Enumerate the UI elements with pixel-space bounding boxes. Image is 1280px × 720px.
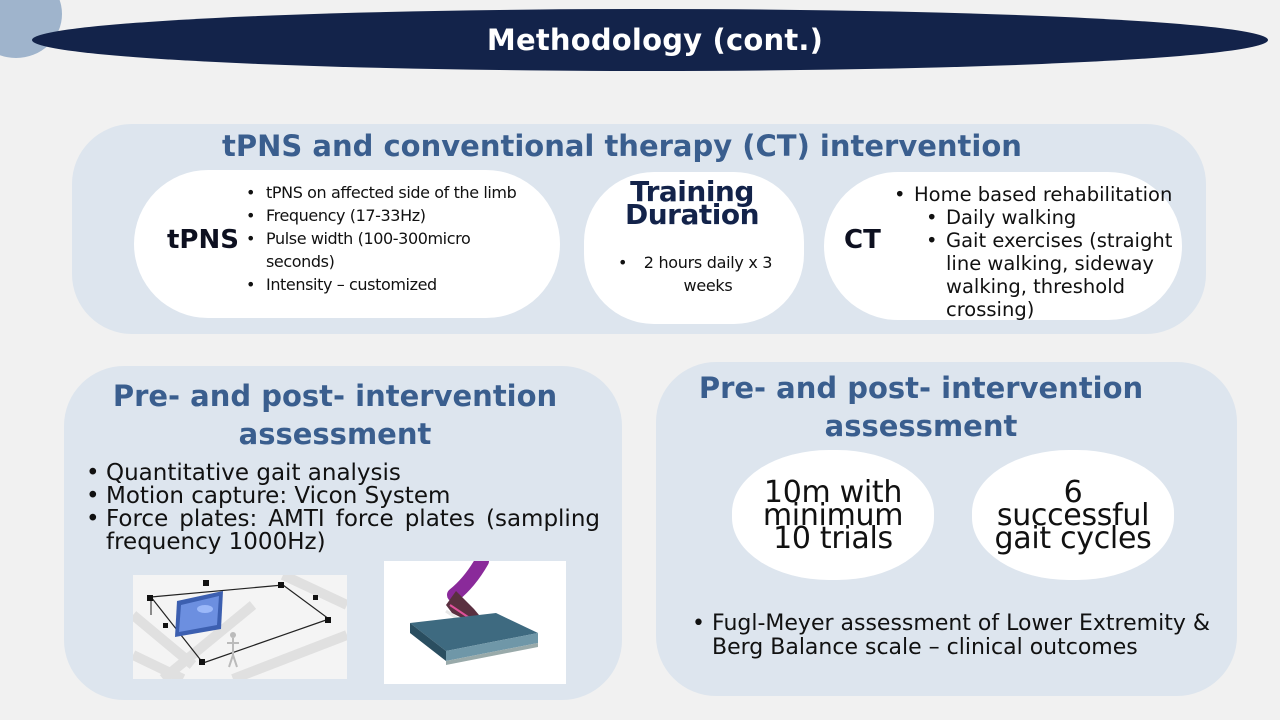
gait-trials-oval bbox=[732, 450, 934, 580]
ct-main-list bbox=[894, 183, 1184, 206]
tpns-label: tPNS bbox=[167, 225, 239, 255]
list-item: • Gait exercises (straight line walking, sideway walking, threshold crossing) bbox=[926, 229, 1178, 321]
oval-text: 10m with minimum 10 trials bbox=[762, 474, 904, 556]
title-banner bbox=[32, 9, 1268, 71]
corner-decoration bbox=[0, 0, 62, 58]
list-item: • Intensity – customized bbox=[246, 273, 542, 296]
clinical-outcomes-list bbox=[692, 612, 1240, 659]
list-item: • Daily walking bbox=[926, 206, 1178, 229]
assessment-left-heading: Pre- and post- intervention assessment bbox=[112, 379, 558, 451]
list-item: • Quantitative gait analysis bbox=[86, 462, 600, 485]
list-item: • tPNS on affected side of the limb bbox=[246, 181, 542, 204]
slide-title: Methodology (cont.) bbox=[486, 23, 824, 57]
ct-sub-list bbox=[926, 206, 1178, 321]
list-item: • Frequency (17-33Hz) bbox=[246, 204, 542, 227]
vicon-capture-image bbox=[133, 575, 347, 679]
training-title: Training Duration bbox=[624, 175, 760, 231]
assessment-left-list bbox=[86, 462, 600, 554]
ct-label: CT bbox=[844, 225, 881, 255]
oval-text: 6 successful gait cycles bbox=[994, 474, 1152, 556]
list-item: • Motion capture: Vicon System bbox=[86, 485, 600, 508]
training-list bbox=[618, 251, 778, 297]
gait-cycles-oval bbox=[972, 450, 1174, 580]
assessment-right-heading: Pre- and post- intervention assessment bbox=[698, 371, 1144, 443]
list-item: • Fugl-Meyer assessment of Lower Extremity & Berg Balance scale – clinical outcomes bbox=[692, 612, 1240, 659]
list-item: • Force plates: AMTI force plates (sampling frequency 1000Hz) bbox=[86, 508, 600, 554]
tpns-list bbox=[246, 181, 542, 296]
list-item: • 2 hours daily x 3 weeks bbox=[618, 251, 778, 297]
list-item: • Home based rehabilitation bbox=[894, 183, 1184, 206]
list-item: • Pulse width (100-300micro seconds) bbox=[246, 227, 542, 273]
force-plate-image bbox=[384, 561, 566, 684]
intervention-heading: tPNS and conventional therapy (CT) intervention bbox=[222, 129, 1022, 163]
